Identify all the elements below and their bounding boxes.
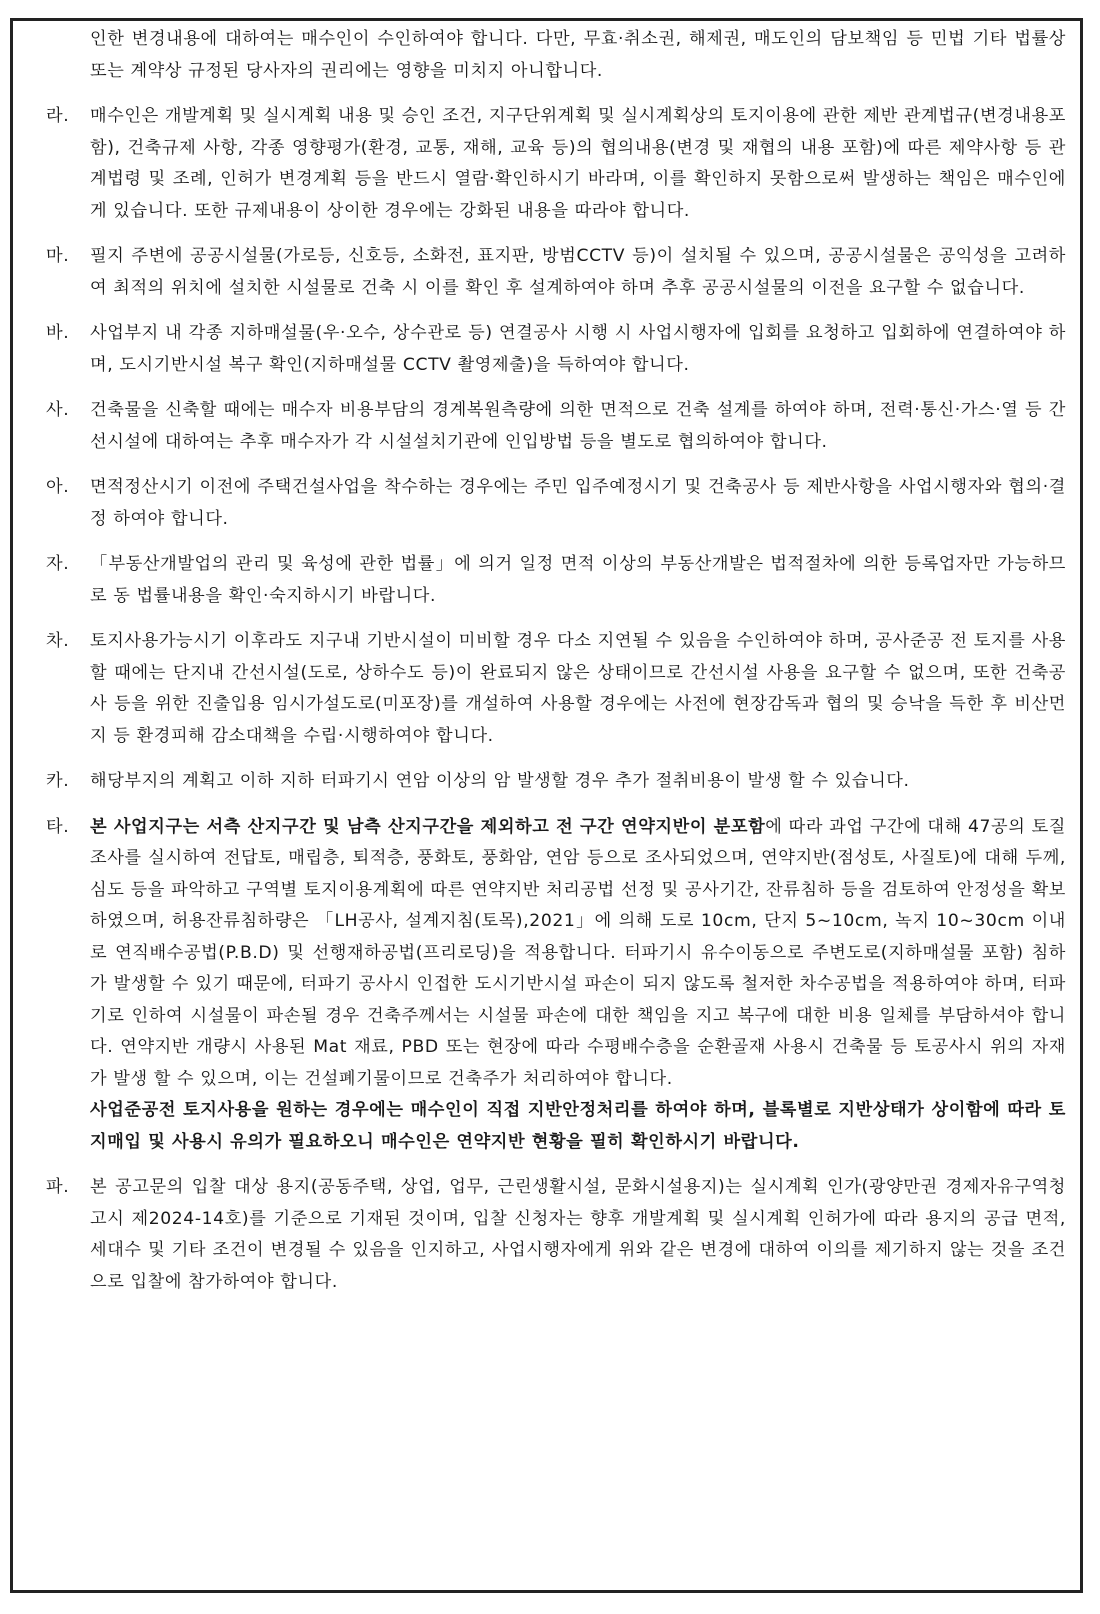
item-text: 사업부지 내 각종 지하매설물(우·오수, 상수관로 등) 연결공사 시행 시 사업시행자에 입회를 요청하고 입회하에 연결하여야 하며, 도시기반시설 복구 확인(지하매설물 CCTV 촬영제출)을 득하여야 합니다. xyxy=(90,323,1066,375)
intro-paragraph: 인한 변경내용에 대하여는 매수인이 수인하여야 합니다. 다만, 무효·취소권, 해제권, 매도인의 담보책임 등 민법 기타 법률상 또는 계약상 규정된 당사자의 권리에는 영향을 미치지 아니합니다. xyxy=(90,29,1066,81)
item-sa xyxy=(46,395,1066,458)
emphasis-text: 본 사업지구는 서측 산지구간 및 남측 산지구간을 제외하고 전 구간 연약지반이 분포함 xyxy=(90,816,766,837)
item-ma xyxy=(46,241,1066,304)
item-a xyxy=(46,472,1066,535)
item-ja xyxy=(46,549,1066,612)
item-marker: 바. xyxy=(46,323,70,343)
item-marker: 차. xyxy=(46,631,70,651)
item-ka xyxy=(46,766,1066,798)
item-marker: 카. xyxy=(46,771,70,791)
item-cha xyxy=(46,626,1066,752)
item-text-body: 에 따라 과업 구간에 대해 47공의 토질조사를 실시하여 전답토, 매립층, 퇴적층, 풍화토, 풍화암, 연암 등으로 조사되었으며, 연약지반(점성토, 사질토)에 대해 두께, 심도 등을 파악하고 구역별 토지이용계획에 따른 연약지반 처리공법 선정 및 공사기간, 잔류침하 등을 검토하여 안정성을 확보하였으며, 허용잔류침하량은 「LH공사, 설계지침(토목),2021」에 의해 도로 10cm, 단지 5~10cm, 녹지 10~30cm 이내로 연직배수공법(P.B.D) 및 선행재하공법(프리로딩)을 적용합니다. 터파기시 유수이동으로 주변도로(지하매설물 포함) 침하가 발생할 수 있기 때문에, 터파기 공사시 인접한 도시기반시설 파손이 되지 않도록 철저한 차수공법을 적용하여야 하며, 터파기로 인하여 시설물이 파손될 경우 건축주께서는 시설물 파손에 대한 책임을 지고 복구에 대한 비용 일체를 부담하셔야 합니다. 연약지반 개량시 사용된 Mat 재료, PBD 또는 현장에 따라 수평배수층을 순환골재 사용시 건축물 등 토공사시 위의 자재가 발생 할 수 있으며, 이는 건설폐기물이므로 건축주가 처리하여야 합니다. xyxy=(90,816,1066,1089)
item-text: 면적정산시기 이전에 주택건설사업을 착수하는 경우에는 주민 입주예정시기 및 건축공사 등 제반사항을 사업시행자와 협의·결정 하여야 합니다. xyxy=(90,477,1066,529)
emphasis-paragraph: 사업준공전 토지사용을 원하는 경우에는 매수인이 직접 지반안정처리를 하여야 하며, 블록별로 지반상태가 상이함에 따라 토지매입 및 사용시 유의가 필요하오니 매수인은 연약지반 현황을 필히 확인하시기 바랍니다. xyxy=(90,1100,1066,1152)
item-marker: 타. xyxy=(46,816,70,837)
item-marker: 마. xyxy=(46,246,70,266)
item-text xyxy=(90,812,1066,1096)
item-marker: 파. xyxy=(46,1177,70,1197)
item-ta xyxy=(46,812,1066,1096)
item-ba xyxy=(46,318,1066,381)
item-text: 필지 주변에 공공시설물(가로등, 신호등, 소화전, 표지판, 방범CCTV 등)이 설치될 수 있으며, 공공시설물은 공익성을 고려하여 최적의 위치에 설치한 시설물로 건축 시 이를 확인 후 설계하여야 하며 추후 공공시설물의 이전을 요구할 수 없습니다. xyxy=(90,246,1066,298)
item-text: 해당부지의 계획고 이하 지하 터파기시 연암 이상의 암 발생할 경우 추가 절취비용이 발생 할 수 있습니다. xyxy=(90,771,910,791)
item-ra xyxy=(46,101,1066,227)
item-text: 건축물을 신축할 때에는 매수자 비용부담의 경계복원측량에 의한 면적으로 건축 설계를 하여야 하며, 전력·통신·가스·열 등 간선시설에 대하여는 추후 매수자가 각 시설설치기관에 인입방법 등을 별도로 협의하여야 합니다. xyxy=(90,400,1066,452)
item-pa xyxy=(46,1172,1066,1298)
notice-body xyxy=(46,24,1066,1298)
item-marker: 자. xyxy=(46,554,70,574)
item-marker: 사. xyxy=(46,400,70,420)
item-marker: 라. xyxy=(46,106,70,126)
item-text: 토지사용가능시기 이후라도 지구내 기반시설이 미비할 경우 다소 지연될 수 있음을 수인하여야 하며, 공사준공 전 토지를 사용할 때에는 단지내 간선시설(도로, 상하수도 등)이 완료되지 않은 상태이므로 간선시설 사용을 요구할 수 없으며, 또한 건축공사 등을 위한 진출입용 임시가설도로(미포장)를 개설하여 사용할 경우에는 사전에 현장감독과 협의 및 승낙을 득한 후 비산먼지 등 환경피해 감소대책을 수립·시행하여야 합니다. xyxy=(90,631,1066,746)
item-text: 매수인은 개발계획 및 실시계획 내용 및 승인 조건, 지구단위계획 및 실시계획상의 토지이용에 관한 제반 관계법규(변경내용포함), 건축규제 사항, 각종 영향평가(환경, 교통, 재해, 교육 등)의 협의내용(변경 및 재협의 내용 포함)에 따른 제약사항 등 관계법령 및 조례, 인허가 변경계획 등을 반드시 열람·확인하시기 바라며, 이를 확인하지 못함으로써 발생하는 책임은 매수인에게 있습니다. 또한 규제내용이 상이한 경우에는 강화된 내용을 따라야 합니다. xyxy=(90,106,1066,221)
item-marker: 아. xyxy=(46,477,70,497)
item-text: 본 공고문의 입찰 대상 용지(공동주택, 상업, 업무, 근린생활시설, 문화시설용지)는 실시계획 인가(광양만권 경제자유구역청 고시 제2024-14호)를 기준으로 기재된 것이며, 입찰 신청자는 향후 개발계획 및 실시계획 인허가에 따라 용지의 공급 면적, 세대수 및 기타 조건이 변경될 수 있음을 인지하고, 사업시행자에게 위와 같은 변경에 대하여 이의를 제기하지 않는 것을 조건으로 입찰에 참가하여야 합니다. xyxy=(90,1177,1066,1292)
item-text: 「부동산개발업의 관리 및 육성에 관한 법률」에 의거 일정 면적 이상의 부동산개발은 법적절차에 의한 등록업자만 가능하므로 동 법률내용을 확인·숙지하시기 바랍니다. xyxy=(90,554,1066,606)
